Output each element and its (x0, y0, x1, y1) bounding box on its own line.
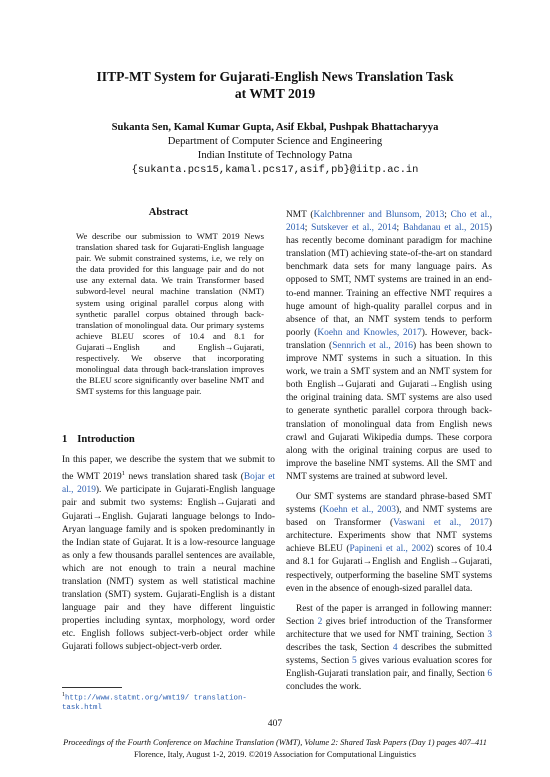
title-line-2: at WMT 2019 (234, 86, 316, 101)
page-number: 407 (267, 718, 283, 729)
text-span: ) architecture. Experiments show that NMT systems achieve BLEU ( (286, 518, 492, 555)
section-link[interactable]: 3 (487, 629, 492, 640)
intro-section-title: Introduction (77, 434, 135, 445)
section-link[interactable]: 5 (351, 656, 357, 667)
author-institute: Indian Institute of Technology Patna (197, 150, 353, 161)
citation-link[interactable]: Koehn and Knowles, 2017 (317, 327, 422, 338)
citation-link[interactable]: Bojar et al., 2019 (62, 472, 275, 496)
text-span: ; (304, 223, 312, 234)
footnote (62, 690, 275, 713)
footer-proceedings-text: Proceedings of the Fourth Conference on Machine Translation (WMT), Volume 2: Shared Task Papers (Day 1) pages 407–411 (63, 738, 487, 747)
author-emails: {sukanta.pcs15,kamal.pcs17,asif,pb}@iitp.ac.in (131, 164, 419, 176)
text-span: ) has recently become dominant paradigm for machine translation (MT) achieving state-of-the-art on standard benchmark data sets for many language pairs. As opposed to SMT, NMT systems are trained in an end-to-end manner. Training an effective NMT requires a huge amount of high-quality parallel corpus and in absence of that, an NMT system tends to perform poorly ( (286, 223, 492, 338)
footer-line-2: Florence, Italy, August 1-2, 2019. ©2019 Association for Computational Linguistics (134, 750, 416, 759)
text-span: ) has been shown to improve NMT systems in such a situation. In this work, we train a SMT system and an NMT system for both English→Gujarati and Gujarati→English using the original training data. SMT systems are also used to generate synthetic parallel corpora through back-translation of monolingual data from English news crawl and Gujarati Wikipedia dumps. These corpora along with the original training corpus are used to improve the baseline NMT systems. All the SMT and NMT systems are trained at subword level. (286, 340, 492, 482)
proceedings-footer (20, 737, 530, 761)
intro-heading (62, 434, 135, 445)
intro-text-b: news translation shared task ( (124, 472, 244, 483)
right-column (286, 209, 492, 701)
citation-link[interactable]: Vaswani et al., 2017 (393, 518, 489, 529)
footnote-url-link[interactable]: http://www.statmt.org/wmt19/ translation-task.html (62, 694, 247, 713)
section-link[interactable]: 6 (487, 669, 492, 680)
right-paragraph-3 (286, 603, 492, 695)
intro-section-number: 1 (62, 434, 68, 445)
abstract-text: We describe our submission to WMT 2019 News translation shared task for Gujarati-English language pair. We submit constrained systems, i.e, we rely on the data provided for this language pair and do not use any external data. We train Transformer based subword-level neural machine translation (NMT) system using original parallel corpus along with synthetic parallel corpus obtained through back-translation of monolingual data. Our primary systems achieve BLEU scores of 10.4 and 8.1 for Gujarati→English and English→Gujarati, respectively. We observe that incorporating monolingual data through back-translation improves the BLEU score significantly over baseline NMT and SMT systems for this language pair. (76, 231, 264, 397)
author-block (40, 121, 510, 177)
citation-link[interactable]: Kalchbrenner and Blunsom, 2013 (313, 210, 445, 220)
right-paragraph-2 (286, 491, 492, 596)
footnote-mark[interactable]: 1 (121, 470, 125, 478)
text-span: ). However, back-translation ( (286, 327, 492, 351)
footnote-number: 1 (62, 692, 65, 698)
citation-link[interactable]: Sennrich et al., 2016 (332, 340, 413, 351)
abstract-heading: Abstract (148, 207, 189, 218)
intro-paragraph (62, 454, 275, 655)
section-link[interactable]: 2 (317, 616, 323, 627)
right-paragraph-1 (286, 209, 492, 484)
text-span: ) scores of 10.4 and 8.1 for Gujarati→English and English→Gujarati, respectively, outperforming the baseline SMT systems even in the absence of enough-sized parallel data. (286, 544, 492, 594)
text-span: gives various evaluation scores for English-Gujarati translation pair, and finally, Section (286, 656, 493, 680)
citation-link[interactable]: Sutskever et al., 2014 (311, 223, 397, 234)
footer-line-1 (20, 737, 530, 749)
section-link[interactable]: 4 (392, 643, 398, 653)
paper-title (40, 68, 510, 102)
text-span: ), and NMT systems are based on Transformer ( (286, 505, 493, 529)
citation-link[interactable]: Cho et al., 2014 (286, 210, 492, 234)
text-span: NMT ( (286, 210, 314, 220)
intro-text-a: In this paper, we describe the system that we submit to the WMT 2019 (62, 455, 275, 483)
text-span: ; (396, 223, 403, 234)
text-span: Our SMT systems are standard phrase-based SMT systems ( (286, 491, 492, 516)
author-department: Department of Computer Science and Engineering (167, 136, 383, 147)
citation-link[interactable]: Bahdanau et al., 2015 (402, 223, 489, 234)
title-line-1: IITP-MT System for Gujarati-English News Translation Task (96, 69, 454, 84)
intro-text-c: ). We participate in Gujarati-English language pair and submit two systems: English→Gujarati and Gujarati→English. Gujarati language belongs to Indo-Aryan language family and is spoken predominantly in the Indian state of Gujarat. It is a low-resource language as only a few thousands parallel sentences are available, which are not enough to train a neural machine translation (NMT) system as well statistical machine translation (SMT) system. Gujarati-English is a distant language pair and they have different linguistic properties including syntax, morphology, word order etc. English follows subject-verb-object order while Gujarati follows subject-object-verb order. (62, 485, 275, 653)
text-span: ; (444, 210, 451, 220)
footnote-rule (62, 687, 122, 688)
text-span: describes the task, Section (286, 643, 393, 653)
author-names: Sukanta Sen, Kamal Kumar Gupta, Asif Ekbal, Pushpak Bhattacharyya (111, 122, 439, 133)
citation-link[interactable]: Papineni et al., 2002 (349, 544, 431, 555)
text-span: concludes the work. (286, 682, 362, 693)
citation-link[interactable]: Koehn et al., 2003 (322, 505, 396, 516)
text-span: describes the submitted systems, Section (286, 643, 492, 667)
text-span: gives brief introduction of the Transformer architecture that we used for NMT training, Section (286, 616, 492, 640)
text-span: Rest of the paper is arranged in following manner: Section (286, 603, 492, 627)
